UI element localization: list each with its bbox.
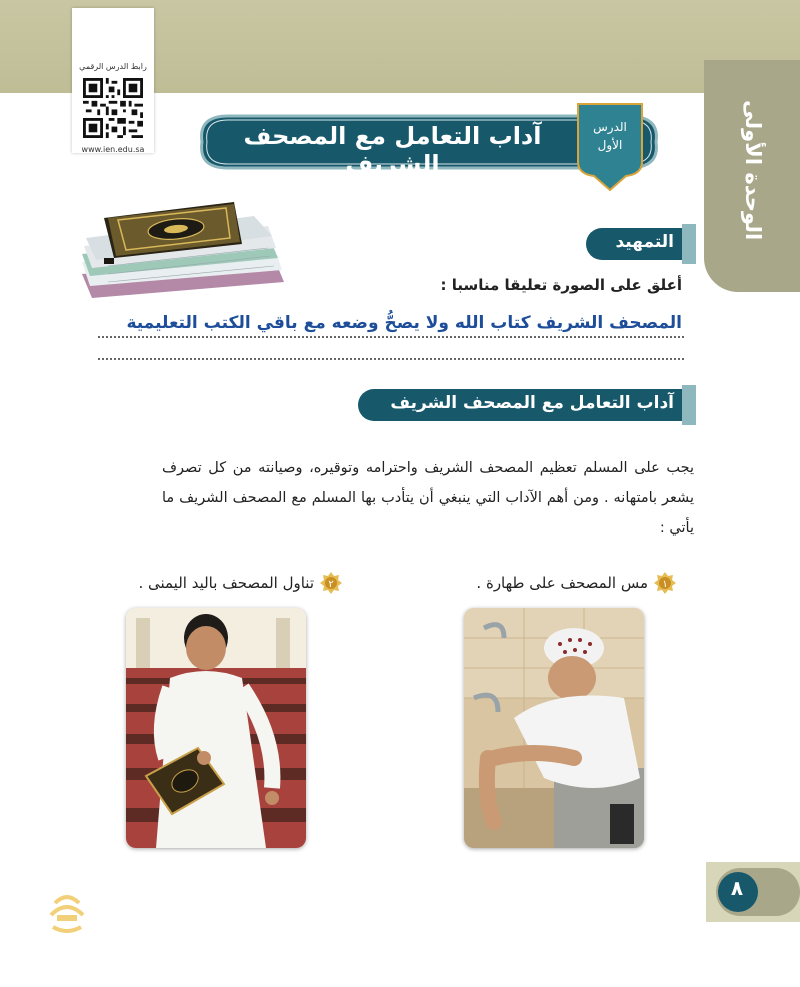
item-text: مس المصحف على طهارة .	[476, 574, 648, 592]
qr-label: رابط الدرس الرقمي	[79, 62, 147, 71]
intro-instruction: أعلق على الصورة تعليقا مناسبا :	[440, 276, 682, 294]
list-item	[138, 572, 342, 594]
item-number: ١	[662, 579, 668, 590]
ablution-photo	[464, 608, 644, 848]
lesson-title: آداب التعامل مع المصحف الشريف	[243, 122, 542, 178]
page-number: ٨	[730, 876, 744, 900]
ablution-illustration	[464, 608, 644, 848]
qr-code-icon[interactable]	[83, 78, 143, 138]
qr-card[interactable]	[72, 8, 154, 153]
section-heading-label: آداب التعامل مع المصحف الشريف	[390, 393, 674, 413]
unit-label: الوحدة الأولى	[741, 99, 765, 241]
intro-heading-accent	[682, 224, 696, 264]
intro-heading-label: التمهيد	[615, 232, 674, 252]
section-paragraph: يجب على المسلم تعظيم المصحف الشريف واحترامه وتوقيره، وصيانته من كل تصرف يشعر بامتهانه . ومن أهم الآداب التي ينبغي أن يتأدب بها المسلم مع المصحف الشريف ما يأتي :	[162, 460, 694, 536]
qr-url[interactable]: www.ien.edu.sa	[81, 145, 145, 154]
lesson-badge-label	[583, 118, 637, 154]
intro-answer[interactable]: المصحف الشريف كتاب الله ولا يصحُّ وضعه مع باقي الكتب التعليمية	[126, 313, 682, 333]
list-item	[476, 572, 676, 594]
blank-answer-line[interactable]	[98, 358, 684, 360]
intro-heading	[586, 224, 696, 260]
books-image	[78, 196, 288, 300]
page-number-tab	[706, 862, 800, 922]
mosque-illustration	[126, 608, 306, 848]
holding-mushaf-photo	[126, 608, 306, 848]
lesson-badge-word: الدرس	[593, 120, 627, 134]
section-heading	[358, 385, 696, 421]
section-heading-accent	[682, 385, 696, 425]
publisher-logo	[47, 885, 87, 937]
star-number-icon	[320, 572, 342, 594]
item-text: تناول المصحف باليد اليمنى .	[138, 574, 314, 592]
item-number: ٢	[328, 579, 334, 590]
lesson-badge-number: الأول	[597, 138, 623, 152]
star-number-icon	[654, 572, 676, 594]
